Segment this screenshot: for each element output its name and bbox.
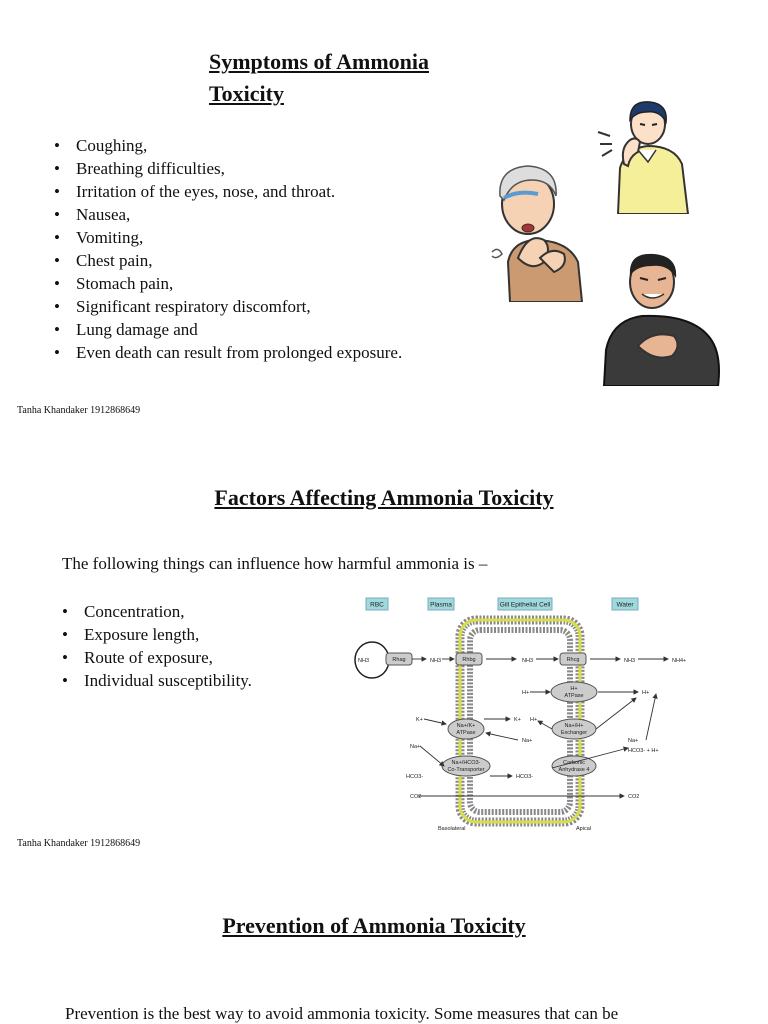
- list-item: • Concentration,: [62, 600, 252, 623]
- factors-intro-text: The following things can influence how harmful ammonia is –: [62, 554, 488, 573]
- list-item: • Breathing difficulties,: [54, 157, 402, 180]
- list-item: • Irritation of the eyes, nose, and throat.: [54, 180, 402, 203]
- header-water-label: Water: [616, 601, 634, 609]
- nah-exchanger: [552, 719, 596, 739]
- nak-atpase-pump: [448, 719, 484, 739]
- svg-text:Rhag: Rhag: [392, 657, 406, 663]
- svg-text:Basolateral: Basolateral: [438, 826, 466, 832]
- header-gill-cell-label: Gill Epithelial Cell: [499, 601, 551, 609]
- svg-text:HCO3-: HCO3-: [406, 774, 424, 780]
- svg-text:Carbonic: Carbonic: [562, 760, 586, 766]
- list-item: • Significant respiratory discomfort,: [54, 295, 402, 318]
- coughing-man-illustration: [596, 98, 696, 214]
- list-item: • Individual susceptibility.: [62, 669, 252, 692]
- factors-title: Factors Affecting Ammonia Toxicity: [214, 485, 554, 510]
- svg-text:CO2: CO2: [628, 794, 640, 800]
- svg-text:Anhydrase 4: Anhydrase 4: [558, 767, 590, 773]
- svg-text:H+: H+: [530, 717, 538, 723]
- svg-text:Rhbg: Rhbg: [462, 657, 476, 663]
- svg-text:Co-Transporter: Co-Transporter: [447, 767, 485, 773]
- list-item: • Lung damage and: [54, 318, 402, 341]
- svg-text:ATPase: ATPase: [564, 693, 584, 699]
- header-plasma-label: Plasma: [430, 601, 452, 609]
- svg-text:NH3: NH3: [430, 658, 442, 664]
- svg-text:NH3: NH3: [358, 658, 370, 664]
- svg-text:Na+: Na+: [628, 738, 639, 744]
- author-credit: Tanha Khandaker 1912868649: [17, 838, 141, 849]
- symptoms-title-line1: Symptoms of Ammonia: [209, 49, 430, 74]
- svg-text:Rhcg: Rhcg: [566, 657, 580, 663]
- list-item: • Route of exposure,: [62, 646, 252, 669]
- list-item: • Even death can result from prolonged exposure.: [54, 341, 402, 364]
- svg-text:Exchanger: Exchanger: [560, 730, 588, 736]
- svg-text:NH4+: NH4+: [672, 658, 687, 664]
- symptoms-title-line2: Toxicity: [209, 81, 284, 106]
- header-rbc-label: RBC: [370, 601, 384, 609]
- list-item: • Nausea,: [54, 203, 402, 226]
- svg-text:Apical: Apical: [576, 826, 591, 832]
- svg-text:CO2: CO2: [410, 794, 422, 800]
- list-item: • Exposure length,: [62, 623, 252, 646]
- list-item: • Stomach pain,: [54, 272, 402, 295]
- svg-text:Na+/H+: Na+/H+: [564, 723, 584, 729]
- gill-ammonia-transport-diagram: [346, 590, 698, 836]
- svg-text:K+: K+: [416, 717, 423, 723]
- factors-list: [62, 600, 252, 692]
- svg-text:Na+/K+: Na+/K+: [456, 723, 476, 729]
- h-atpase-pump: [551, 682, 597, 702]
- svg-text:H+: H+: [642, 690, 650, 696]
- svg-text:NH3: NH3: [522, 658, 534, 664]
- list-item: • Vomiting,: [54, 226, 402, 249]
- author-credit: Tanha Khandaker 1912868649: [17, 405, 141, 416]
- list-item: • Chest pain,: [54, 249, 402, 272]
- prevention-text: Prevention is the best way to avoid ammonia toxicity. Some measures that can be: [65, 1004, 619, 1023]
- svg-text:Na+: Na+: [410, 744, 421, 750]
- nahco3-cotransporter: [442, 756, 490, 776]
- list-item: • Coughing,: [54, 134, 402, 157]
- man-chest-pain-illustration: [602, 250, 722, 386]
- svg-text:HCO3- + H+: HCO3- + H+: [628, 748, 659, 754]
- svg-text:ATPase: ATPase: [456, 730, 476, 736]
- symptoms-title: [209, 46, 509, 110]
- old-man-choking-illustration: [488, 162, 588, 302]
- svg-text:H+: H+: [570, 686, 578, 692]
- svg-text:NH3: NH3: [624, 658, 636, 664]
- svg-text:K+: K+: [514, 717, 521, 723]
- symptoms-list: [54, 134, 402, 364]
- prevention-title: Prevention of Ammonia Toxicity: [222, 913, 526, 938]
- svg-text:Na+: Na+: [522, 738, 533, 744]
- svg-text:H+: H+: [522, 690, 530, 696]
- svg-text:HCO3-: HCO3-: [516, 774, 534, 780]
- svg-text:Na+/HCO3-: Na+/HCO3-: [451, 760, 481, 766]
